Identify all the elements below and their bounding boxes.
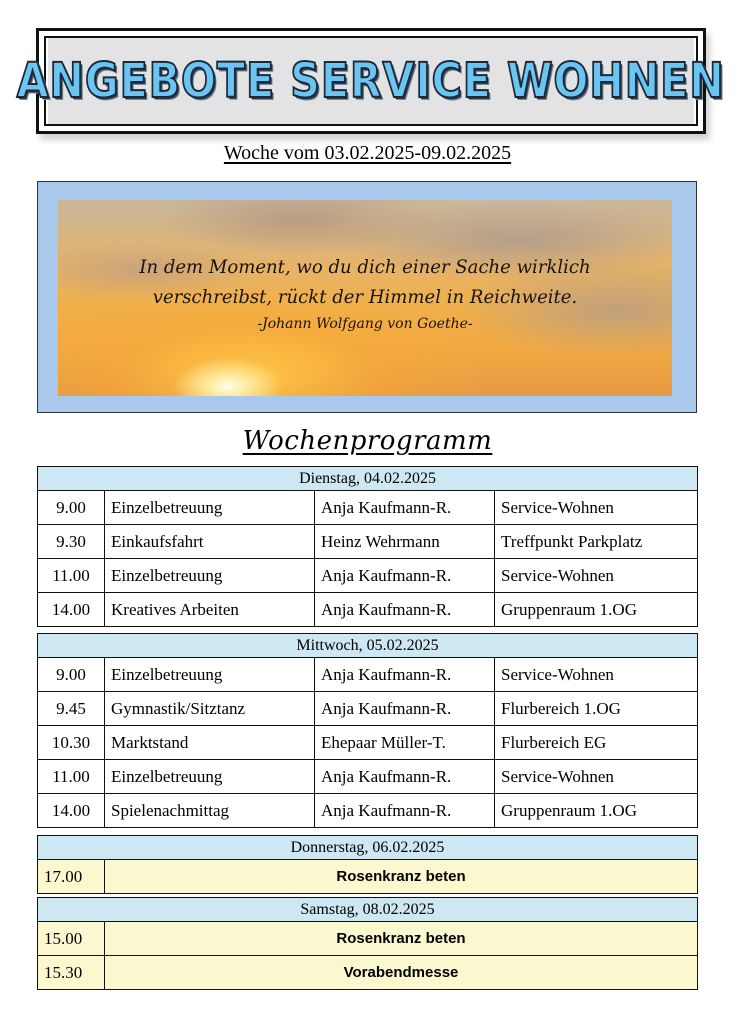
time-cell: 9.00 (38, 658, 105, 692)
place-cell: Service-Wohnen (495, 559, 698, 593)
table-row (38, 525, 698, 559)
person-cell: Anja Kaufmann-R. (315, 491, 495, 525)
day-header (38, 467, 698, 491)
time-cell: 15.30 (38, 956, 105, 990)
time-cell: 9.45 (38, 692, 105, 726)
time-cell: 11.00 (38, 559, 105, 593)
day-table-tuesday (37, 466, 698, 627)
table-row (38, 559, 698, 593)
quote-author: -Johann Wolfgang von Goethe- (257, 316, 473, 332)
table-row (38, 760, 698, 794)
place-cell: Service-Wohnen (495, 760, 698, 794)
time-cell: 9.00 (38, 491, 105, 525)
time-cell: 10.30 (38, 726, 105, 760)
title-banner-fill (17, 38, 725, 124)
activity-cell: Spielenachmittag (105, 794, 315, 828)
table-row (38, 860, 698, 894)
day-table-thursday (37, 835, 698, 894)
time-cell: 14.00 (38, 593, 105, 627)
place-cell: Service-Wohnen (495, 658, 698, 692)
activity-cell: Marktstand (105, 726, 315, 760)
day-date: Donnerstag, 06.02.2025 (38, 836, 698, 860)
activity-cell: Einzelbetreuung (105, 760, 315, 794)
day-table-saturday (37, 897, 698, 990)
quote-line-2: verschreibst, rückt der Himmel in Reichweite. (152, 286, 578, 308)
day-date: Samstag, 08.02.2025 (38, 898, 698, 922)
table-row (38, 956, 698, 990)
activity-cell: Gymnastik/Sitztanz (105, 692, 315, 726)
day-header (38, 898, 698, 922)
sunset-image (58, 200, 672, 396)
place-cell: Flurbereich EG (495, 726, 698, 760)
place-cell: Gruppenraum 1.OG (495, 794, 698, 828)
activity-cell: Einzelbetreuung (105, 559, 315, 593)
activity-cell: Einzelbetreuung (105, 491, 315, 525)
place-cell: Treffpunkt Parkplatz (495, 525, 698, 559)
time-cell: 11.00 (38, 760, 105, 794)
table-row (38, 794, 698, 828)
title-banner (17, 28, 725, 134)
table-row (38, 726, 698, 760)
day-header (38, 634, 698, 658)
place-cell: Gruppenraum 1.OG (495, 593, 698, 627)
table-row (38, 593, 698, 627)
quote-text (58, 252, 672, 336)
table-row (38, 692, 698, 726)
person-cell: Anja Kaufmann-R. (315, 692, 495, 726)
activity-cell: Einkaufsfahrt (105, 525, 315, 559)
place-cell: Flurbereich 1.OG (495, 692, 698, 726)
person-cell: Anja Kaufmann-R. (315, 760, 495, 794)
week-range: Woche vom 03.02.2025-09.02.2025 (223, 142, 512, 164)
time-cell: 14.00 (38, 794, 105, 828)
day-date: Dienstag, 04.02.2025 (38, 467, 698, 491)
table-row (38, 922, 698, 956)
person-cell: Anja Kaufmann-R. (315, 559, 495, 593)
activity-cell: Einzelbetreuung (105, 658, 315, 692)
person-cell: Anja Kaufmann-R. (315, 658, 495, 692)
quote-panel (37, 181, 697, 413)
person-cell: Anja Kaufmann-R. (315, 593, 495, 627)
quote-line-1: In dem Moment, wo du dich einer Sache wirklich (139, 256, 591, 278)
person-cell: Anja Kaufmann-R. (315, 794, 495, 828)
event-cell: Rosenkranz beten (105, 860, 698, 894)
program-heading: Wochenprogramm (242, 426, 493, 456)
table-row (38, 658, 698, 692)
person-cell: Heinz Wehrmann (315, 525, 495, 559)
time-cell: 17.00 (38, 860, 105, 894)
time-cell: 9.30 (38, 525, 105, 559)
page-title: ANGEBOTE SERVICE WOHNEN (17, 53, 725, 109)
event-cell: Rosenkranz beten (105, 922, 698, 956)
day-header (38, 836, 698, 860)
activity-cell: Kreatives Arbeiten (105, 593, 315, 627)
time-cell: 15.00 (38, 922, 105, 956)
table-row (38, 491, 698, 525)
person-cell: Ehepaar Müller-T. (315, 726, 495, 760)
place-cell: Service-Wohnen (495, 491, 698, 525)
day-date: Mittwoch, 05.02.2025 (38, 634, 698, 658)
day-table-wednesday (37, 633, 698, 828)
event-cell: Vorabendmesse (105, 956, 698, 990)
